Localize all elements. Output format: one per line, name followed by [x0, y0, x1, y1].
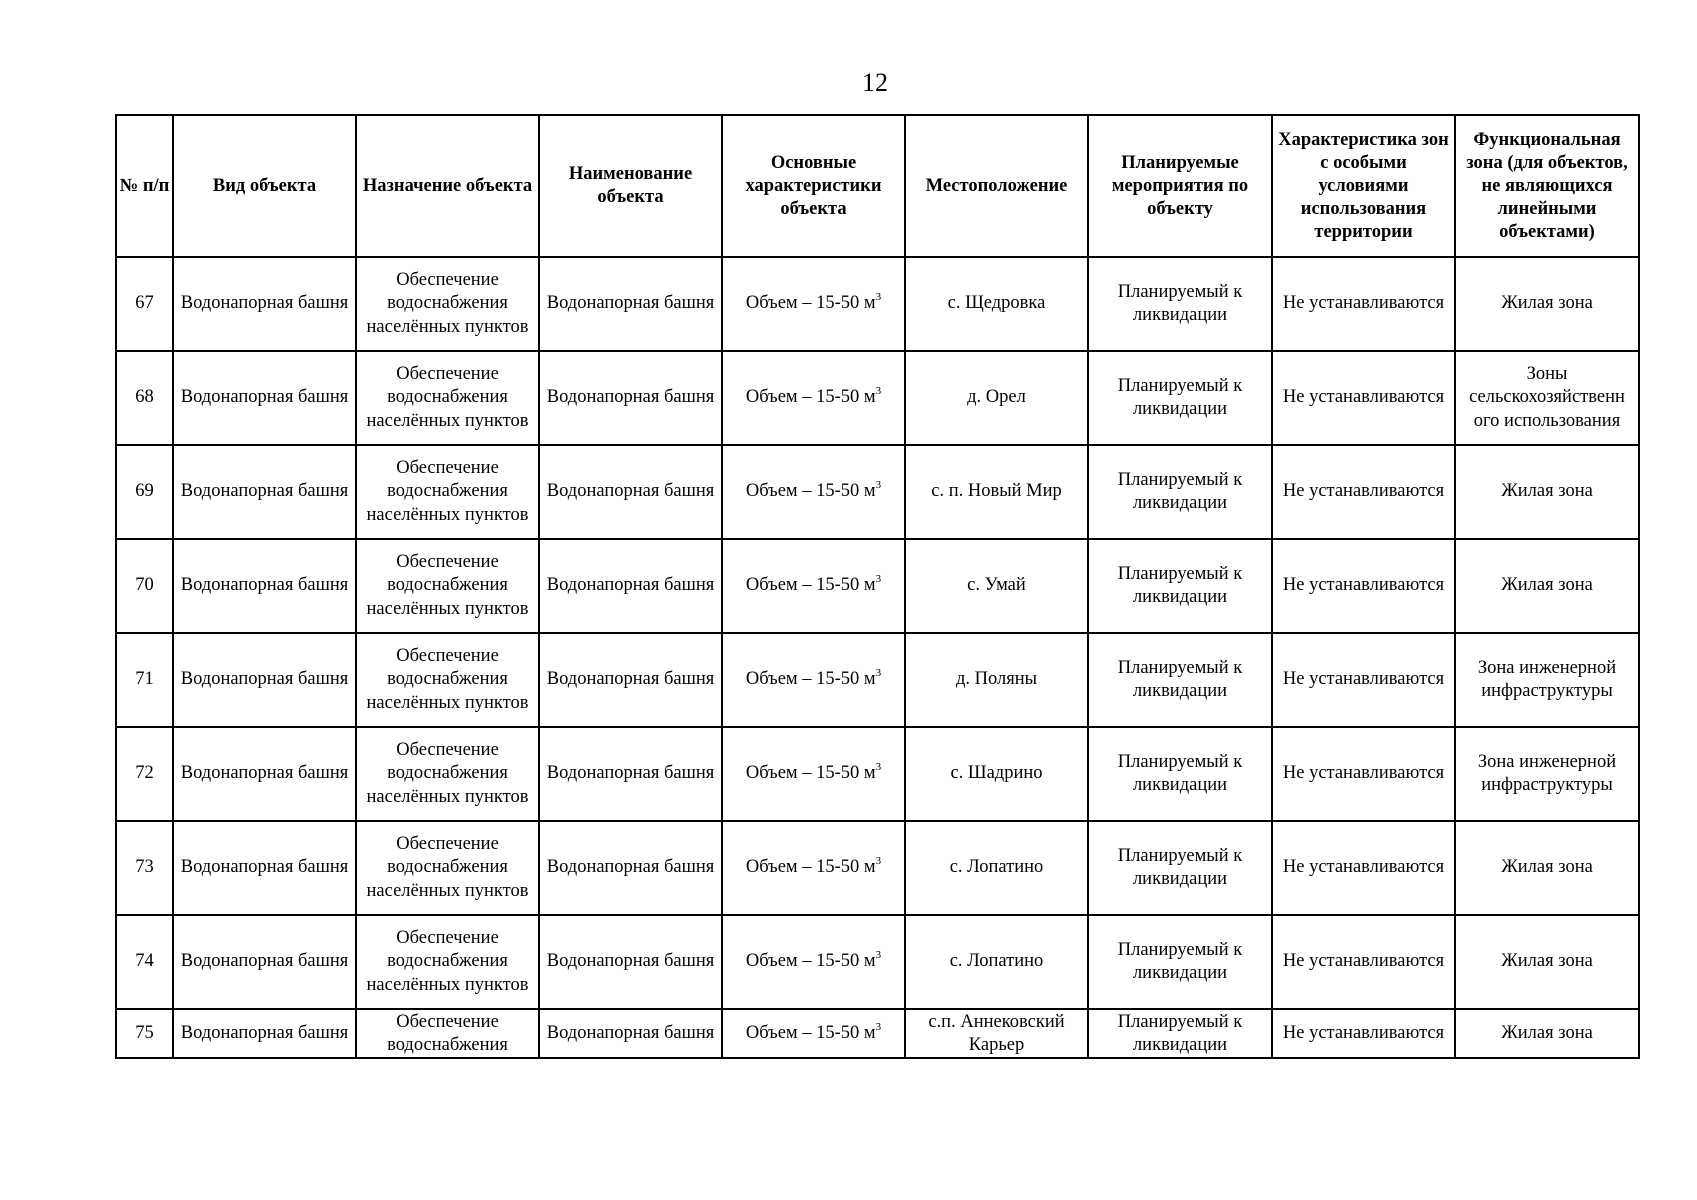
- cell-object-type: Водонапорная башня: [173, 633, 356, 727]
- header-functional-zone: Функциональная зона (для объектов, не являющихся линейными объектами): [1455, 115, 1639, 257]
- cell-object-purpose: Обеспечение водоснабжения: [356, 1009, 539, 1058]
- unit-superscript: 3: [875, 856, 882, 868]
- cell-main-characteristics: Объем – 15-50 $м^3$: [722, 257, 905, 351]
- table-row: [116, 727, 1639, 821]
- cell-object-name: Водонапорная башня: [539, 1009, 722, 1058]
- cell-location: с. Щедровка: [905, 257, 1088, 351]
- cell-main-characteristics: Объем – 15-50 $м^3$: [722, 445, 905, 539]
- table-row: [116, 821, 1639, 915]
- cell-main-characteristics: Объем – 15-50 $м^3$: [722, 821, 905, 915]
- header-number: № п/п: [116, 115, 173, 257]
- table-row: [116, 445, 1639, 539]
- cell-main-characteristics: Объем – 15-50 $м^3$: [722, 1009, 905, 1058]
- cell-object-type: Водонапорная башня: [173, 1009, 356, 1058]
- page-number: 12: [862, 68, 888, 97]
- cell-special-zones: Не устанавливаются: [1272, 821, 1455, 915]
- cell-planned-measures: Планируемый к ликвидации: [1088, 1009, 1272, 1058]
- header-object-purpose: Назначение объекта: [356, 115, 539, 257]
- cell-special-zones: Не устанавливаются: [1272, 633, 1455, 727]
- cell-main-characteristics: Объем – 15-50 $м^3$: [722, 539, 905, 633]
- cell-planned-measures: Планируемый к ликвидации: [1088, 539, 1272, 633]
- cell-functional-zone: Жилая зона: [1455, 257, 1639, 351]
- cell-planned-measures: Планируемый к ликвидации: [1088, 727, 1272, 821]
- cell-functional-zone: Жилая зона: [1455, 445, 1639, 539]
- header-location: Местоположение: [905, 115, 1088, 257]
- cell-planned-measures: Планируемый к ликвидации: [1088, 257, 1272, 351]
- cell-planned-measures: Планируемый к ликвидации: [1088, 821, 1272, 915]
- cell-functional-zone: Зона инженерной инфраструктуры: [1455, 727, 1639, 821]
- cell-object-name: Водонапорная башня: [539, 821, 722, 915]
- unit-superscript: 3: [875, 386, 882, 398]
- cell-object-type: Водонапорная башня: [173, 445, 356, 539]
- cell-location: с. Шадрино: [905, 727, 1088, 821]
- cell-special-zones: Не устанавливаются: [1272, 445, 1455, 539]
- cell-object-type: Водонапорная башня: [173, 821, 356, 915]
- cell-location: д. Поляны: [905, 633, 1088, 727]
- table-row: [116, 915, 1639, 1009]
- header-planned-measures: Планируемые мероприятия по объекту: [1088, 115, 1272, 257]
- cell-object-type: Водонапорная башня: [173, 351, 356, 445]
- cell-main-characteristics: Объем – 15-50 $м^3$: [722, 351, 905, 445]
- cell-object-type: Водонапорная башня: [173, 257, 356, 351]
- unit-superscript: 3: [875, 950, 882, 962]
- cell-number: 68: [116, 351, 173, 445]
- cell-special-zones: Не устанавливаются: [1272, 351, 1455, 445]
- cell-functional-zone: Зоны сельскохозяйственн ого использования: [1455, 351, 1639, 445]
- objects-table: [115, 114, 1640, 1059]
- cell-object-name: Водонапорная башня: [539, 915, 722, 1009]
- cell-object-purpose: Обеспечение водоснабжения населённых пунктов: [356, 821, 539, 915]
- unit-superscript: 3: [875, 574, 882, 586]
- cell-object-type: Водонапорная башня: [173, 915, 356, 1009]
- cell-object-type: Водонапорная башня: [173, 539, 356, 633]
- cell-number: 74: [116, 915, 173, 1009]
- cell-planned-measures: Планируемый к ликвидации: [1088, 915, 1272, 1009]
- cell-object-purpose: Обеспечение водоснабжения населённых пунктов: [356, 915, 539, 1009]
- cell-object-purpose: Обеспечение водоснабжения населённых пунктов: [356, 727, 539, 821]
- cell-planned-measures: Планируемый к ликвидации: [1088, 633, 1272, 727]
- cell-object-name: Водонапорная башня: [539, 445, 722, 539]
- table-row: [116, 633, 1639, 727]
- cell-special-zones: Не устанавливаются: [1272, 727, 1455, 821]
- cell-special-zones: Не устанавливаются: [1272, 915, 1455, 1009]
- header-object-type: Вид объекта: [173, 115, 356, 257]
- cell-main-characteristics: Объем – 15-50 $м^3$: [722, 915, 905, 1009]
- header-object-name: Наименование объекта: [539, 115, 722, 257]
- cell-location: с. Лопатино: [905, 821, 1088, 915]
- cell-object-purpose: Обеспечение водоснабжения населённых пунктов: [356, 633, 539, 727]
- header-main-characteristics: Основные характеристики объекта: [722, 115, 905, 257]
- table-row: [116, 1009, 1639, 1058]
- header-special-zones: Характеристика зон с особыми условиями использования территории: [1272, 115, 1455, 257]
- cell-location: с.п. Аннековский Карьер: [905, 1009, 1088, 1058]
- table-row: [116, 351, 1639, 445]
- cell-functional-zone: Жилая зона: [1455, 821, 1639, 915]
- cell-functional-zone: Жилая зона: [1455, 1009, 1639, 1058]
- table-row: [116, 257, 1639, 351]
- table-row: [116, 539, 1639, 633]
- cell-location: с. Лопатино: [905, 915, 1088, 1009]
- cell-object-purpose: Обеспечение водоснабжения населённых пунктов: [356, 351, 539, 445]
- cell-number: 75: [116, 1009, 173, 1058]
- cell-special-zones: Не устанавливаются: [1272, 539, 1455, 633]
- cell-location: с. Умай: [905, 539, 1088, 633]
- cell-object-type: Водонапорная башня: [173, 727, 356, 821]
- cell-number: 67: [116, 257, 173, 351]
- cell-number: 70: [116, 539, 173, 633]
- cell-planned-measures: Планируемый к ликвидации: [1088, 351, 1272, 445]
- table-header-row: [116, 115, 1639, 257]
- cell-object-name: Водонапорная башня: [539, 633, 722, 727]
- cell-functional-zone: Жилая зона: [1455, 539, 1639, 633]
- unit-superscript: 3: [875, 292, 882, 304]
- cell-functional-zone: Жилая зона: [1455, 915, 1639, 1009]
- unit-superscript: 3: [875, 480, 882, 492]
- cell-functional-zone: Зона инженерной инфраструктуры: [1455, 633, 1639, 727]
- cell-number: 69: [116, 445, 173, 539]
- cell-location: д. Орел: [905, 351, 1088, 445]
- cell-main-characteristics: Объем – 15-50 $м^3$: [722, 633, 905, 727]
- cell-number: 71: [116, 633, 173, 727]
- cell-location: с. п. Новый Мир: [905, 445, 1088, 539]
- cell-object-purpose: Обеспечение водоснабжения населённых пунктов: [356, 539, 539, 633]
- cell-object-name: Водонапорная башня: [539, 539, 722, 633]
- cell-number: 72: [116, 727, 173, 821]
- cell-special-zones: Не устанавливаются: [1272, 1009, 1455, 1058]
- cell-object-purpose: Обеспечение водоснабжения населённых пунктов: [356, 445, 539, 539]
- cell-object-name: Водонапорная башня: [539, 257, 722, 351]
- unit-superscript: 3: [875, 668, 882, 680]
- cell-main-characteristics: Объем – 15-50 $м^3$: [722, 727, 905, 821]
- cell-object-name: Водонапорная башня: [539, 351, 722, 445]
- cell-planned-measures: Планируемый к ликвидации: [1088, 445, 1272, 539]
- cell-special-zones: Не устанавливаются: [1272, 257, 1455, 351]
- table-body: [116, 257, 1639, 1058]
- cell-number: 73: [116, 821, 173, 915]
- cell-object-purpose: Обеспечение водоснабжения населённых пунктов: [356, 257, 539, 351]
- unit-superscript: 3: [875, 762, 882, 774]
- cell-object-name: Водонапорная башня: [539, 727, 722, 821]
- unit-superscript: 3: [875, 1022, 882, 1033]
